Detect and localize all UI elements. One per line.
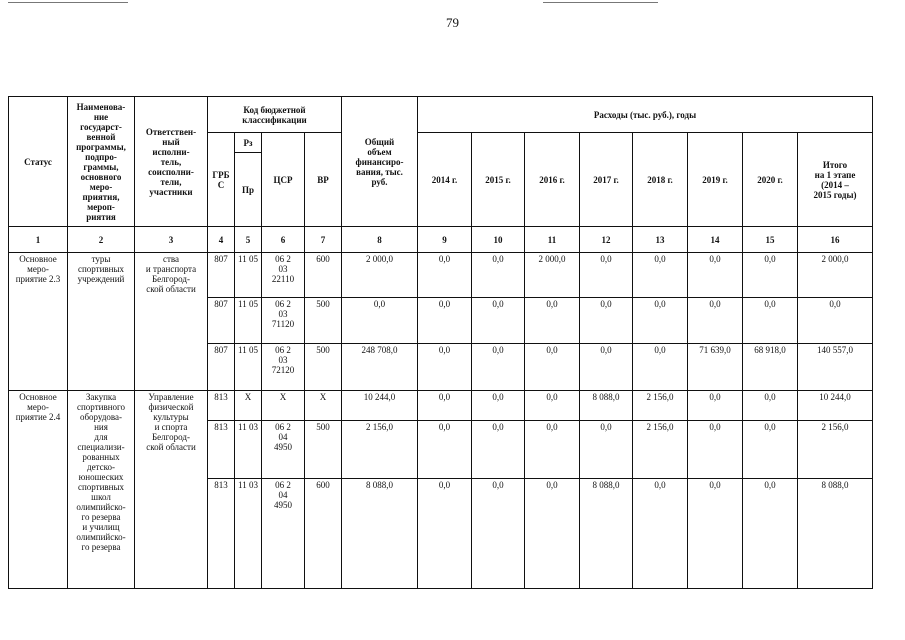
cell-y2015: 0,0 xyxy=(472,479,525,589)
colnum-3: 3 xyxy=(135,227,208,253)
colnum-12: 12 xyxy=(580,227,633,253)
cell-y2019: 0,0 xyxy=(688,298,743,344)
cell-total: 0,0 xyxy=(342,298,418,344)
top-rule-left xyxy=(8,2,128,3)
cell-y2020: 0,0 xyxy=(743,298,798,344)
header-csr: ЦСР xyxy=(262,133,305,227)
cell-y2015: 0,0 xyxy=(472,391,525,421)
cell-y2014: 0,0 xyxy=(418,479,472,589)
cell-total: 2 000,0 xyxy=(342,253,418,298)
cell-grbs: 813 xyxy=(208,479,235,589)
cell-rzpr: X xyxy=(235,391,262,421)
cell-y2019: 0,0 xyxy=(688,391,743,421)
header-rz: Рз xyxy=(235,133,262,153)
header-year-2015: 2015 г. xyxy=(472,133,525,227)
cell-y2017: 0,0 xyxy=(580,421,633,479)
cell-y2020: 68 918,0 xyxy=(743,344,798,391)
cell-csr: 06 2 03 22110 xyxy=(262,253,305,298)
cell-rzpr: 11 03 xyxy=(235,421,262,479)
header-expenses: Расходы (тыс. руб.), годы xyxy=(418,97,873,133)
cell-rzpr: 11 03 xyxy=(235,479,262,589)
cell-y2014: 0,0 xyxy=(418,421,472,479)
cell-y2014: 0,0 xyxy=(418,298,472,344)
cell-y2018: 2 156,0 xyxy=(633,391,688,421)
header-status: Статус xyxy=(9,97,68,227)
cell-y2019: 0,0 xyxy=(688,479,743,589)
cell-y2015: 0,0 xyxy=(472,421,525,479)
header-year-2020: 2020 г. xyxy=(743,133,798,227)
header-year-2019: 2019 г. xyxy=(688,133,743,227)
cell-y2016: 0,0 xyxy=(525,391,580,421)
header-stage-total: Итого на 1 этапе (2014 – 2015 годы) xyxy=(798,133,873,227)
cell-y2020: 0,0 xyxy=(743,479,798,589)
cell-grbs: 807 xyxy=(208,344,235,391)
cell-y2018: 0,0 xyxy=(633,298,688,344)
cell-y2018: 0,0 xyxy=(633,253,688,298)
cell-y2016: 0,0 xyxy=(525,344,580,391)
cell-vr: 500 xyxy=(305,344,342,391)
header-year-2014: 2014 г. xyxy=(418,133,472,227)
cell-y2014: 0,0 xyxy=(418,391,472,421)
row-executor: ства и транспорта Белгород- ской области xyxy=(135,253,208,391)
table-row xyxy=(9,253,873,298)
cell-csr: 06 2 03 72120 xyxy=(262,344,305,391)
row-status: Основное меро- приятие 2.4 xyxy=(9,391,68,589)
header-total-volume: Общий объем финансиро- вания, тыс. руб. xyxy=(342,97,418,227)
colnum-1: 1 xyxy=(9,227,68,253)
cell-stage-total: 0,0 xyxy=(798,298,873,344)
cell-y2017: 0,0 xyxy=(580,344,633,391)
colnum-15: 15 xyxy=(743,227,798,253)
cell-y2016: 2 000,0 xyxy=(525,253,580,298)
row-status: Основное меро- приятие 2.3 xyxy=(9,253,68,391)
colnum-7: 7 xyxy=(305,227,342,253)
budget-table xyxy=(8,96,873,589)
cell-total: 248 708,0 xyxy=(342,344,418,391)
cell-y2018: 0,0 xyxy=(633,344,688,391)
cell-y2017: 0,0 xyxy=(580,253,633,298)
cell-vr: 600 xyxy=(305,479,342,589)
cell-y2017: 8 088,0 xyxy=(580,479,633,589)
cell-vr: X xyxy=(305,391,342,421)
cell-y2016: 0,0 xyxy=(525,421,580,479)
cell-rzpr: 11 05 xyxy=(235,253,262,298)
cell-total: 8 088,0 xyxy=(342,479,418,589)
cell-y2017: 8 088,0 xyxy=(580,391,633,421)
colnum-10: 10 xyxy=(472,227,525,253)
cell-y2014: 0,0 xyxy=(418,253,472,298)
header-year-2016: 2016 г. xyxy=(525,133,580,227)
cell-csr: 06 2 04 4950 xyxy=(262,479,305,589)
header-program-name: Наименова- ние государст- венной программы, подпро- граммы, основного меро- приятия, мероп- риятия xyxy=(68,97,135,227)
header-budget-code: Код бюджетной классификации xyxy=(208,97,342,133)
cell-total: 2 156,0 xyxy=(342,421,418,479)
colnum-14: 14 xyxy=(688,227,743,253)
cell-y2018: 2 156,0 xyxy=(633,421,688,479)
colnum-11: 11 xyxy=(525,227,580,253)
cell-y2015: 0,0 xyxy=(472,344,525,391)
cell-grbs: 807 xyxy=(208,298,235,344)
colnum-2: 2 xyxy=(68,227,135,253)
cell-csr: 06 2 03 71120 xyxy=(262,298,305,344)
header-grbs: ГРБ С xyxy=(208,133,235,227)
cell-y2018: 0,0 xyxy=(633,479,688,589)
cell-stage-total: 2 156,0 xyxy=(798,421,873,479)
cell-grbs: 813 xyxy=(208,421,235,479)
cell-y2017: 0,0 xyxy=(580,298,633,344)
cell-y2020: 0,0 xyxy=(743,253,798,298)
cell-csr: 06 2 04 4950 xyxy=(262,421,305,479)
cell-y2014: 0,0 xyxy=(418,344,472,391)
colnum-9: 9 xyxy=(418,227,472,253)
cell-grbs: 807 xyxy=(208,253,235,298)
cell-y2020: 0,0 xyxy=(743,421,798,479)
top-rule-right xyxy=(543,2,658,3)
cell-y2016: 0,0 xyxy=(525,479,580,589)
cell-y2019: 0,0 xyxy=(688,421,743,479)
header-executor: Ответствен- ный исполни- тель, соисполни- тели, участники xyxy=(135,97,208,227)
cell-rzpr: 11 05 xyxy=(235,298,262,344)
cell-stage-total: 140 557,0 xyxy=(798,344,873,391)
cell-y2019: 0,0 xyxy=(688,253,743,298)
cell-y2015: 0,0 xyxy=(472,298,525,344)
row-program-name: туры спортивных учреждений xyxy=(68,253,135,391)
header-pr: Пр xyxy=(235,153,262,227)
colnum-5: 5 xyxy=(235,227,262,253)
cell-stage-total: 2 000,0 xyxy=(798,253,873,298)
cell-y2020: 0,0 xyxy=(743,391,798,421)
cell-y2019: 71 639,0 xyxy=(688,344,743,391)
cell-y2015: 0,0 xyxy=(472,253,525,298)
cell-stage-total: 10 244,0 xyxy=(798,391,873,421)
header-vr: ВР xyxy=(305,133,342,227)
colnum-4: 4 xyxy=(208,227,235,253)
row-executor: Управление физической культуры и спорта Белгород- ской области xyxy=(135,391,208,589)
cell-y2016: 0,0 xyxy=(525,298,580,344)
cell-stage-total: 8 088,0 xyxy=(798,479,873,589)
colnum-8: 8 xyxy=(342,227,418,253)
colnum-16: 16 xyxy=(798,227,873,253)
colnum-13: 13 xyxy=(633,227,688,253)
colnum-6: 6 xyxy=(262,227,305,253)
cell-grbs: 813 xyxy=(208,391,235,421)
cell-total: 10 244,0 xyxy=(342,391,418,421)
cell-csr: X xyxy=(262,391,305,421)
page-number: 79 xyxy=(446,15,459,30)
row-program-name: Закупка спортивного оборудова- ния для специализи- рованных детско- юношеских спортивных школ олимпийско- го резерва и училищ олимпийско- го резерва xyxy=(68,391,135,589)
header-year-2017: 2017 г. xyxy=(580,133,633,227)
cell-vr: 600 xyxy=(305,253,342,298)
cell-vr: 500 xyxy=(305,298,342,344)
table-row xyxy=(9,391,873,421)
cell-vr: 500 xyxy=(305,421,342,479)
cell-rzpr: 11 05 xyxy=(235,344,262,391)
header-year-2018: 2018 г. xyxy=(633,133,688,227)
